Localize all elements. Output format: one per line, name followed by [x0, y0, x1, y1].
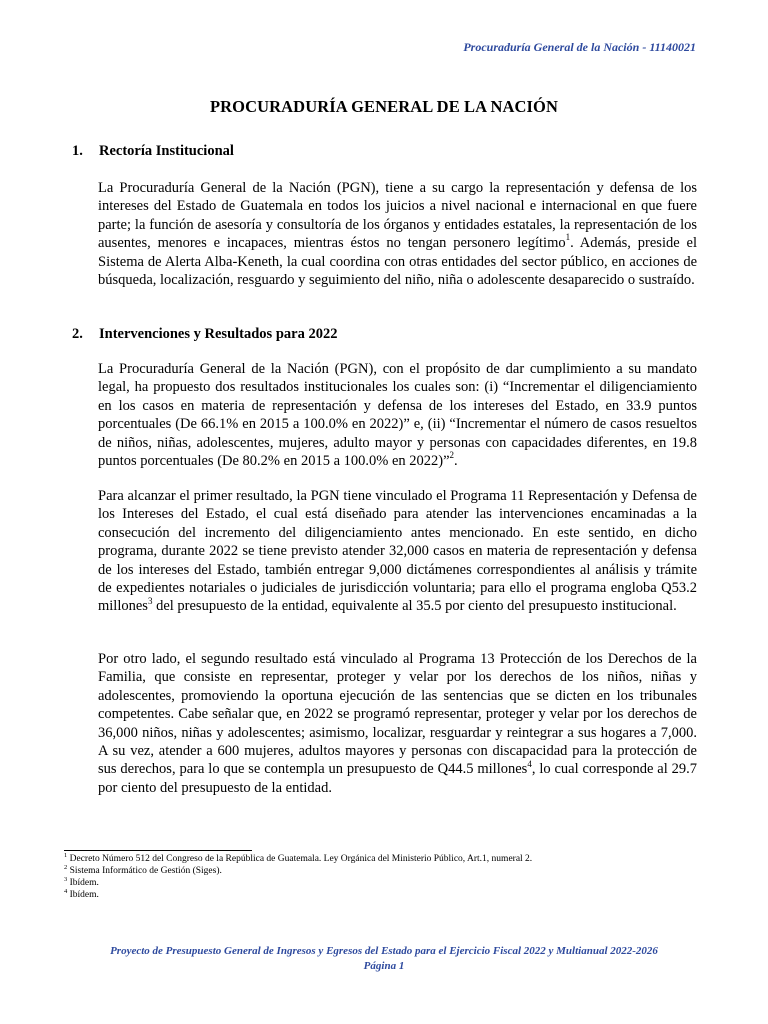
- footnote-text: Ibídem.: [69, 890, 99, 900]
- footnote-divider: [64, 850, 252, 851]
- paragraph-text: , lo cual corresponde al 29.7 por ciento del presupuesto de la entidad.: [98, 761, 697, 796]
- footnote-number: 4: [64, 887, 68, 895]
- paragraph-2-1: [98, 360, 697, 470]
- footnote-3: [64, 877, 704, 889]
- section-title: Intervenciones y Resultados para 2022: [99, 326, 338, 342]
- section-title: Rectoría Institucional: [99, 143, 234, 159]
- paragraph-text: del presupuesto de la entidad, equivalente al 35.5 por ciento del presupuesto institucional.: [152, 598, 677, 615]
- running-header: Procuraduría General de la Nación - 11140021: [463, 40, 696, 54]
- section-number: 2.: [72, 326, 83, 342]
- page-number: Página 1: [363, 960, 405, 972]
- paragraph-text: .: [454, 453, 458, 470]
- footnote-1: [64, 853, 704, 865]
- paragraph-2-3: [98, 650, 697, 797]
- footnote-number: 2: [64, 863, 68, 871]
- footer-title: Proyecto de Presupuesto General de Ingresos y Egresos del Estado para el Ejercicio Fiscal 2022 y Multianual 2022-2026: [110, 945, 658, 957]
- footnote-text: Ibídem.: [69, 878, 99, 888]
- footnote-ref: 3: [147, 595, 153, 606]
- footnote-4: [64, 889, 704, 901]
- paragraph-1-1: [98, 179, 697, 289]
- footnote-number: 3: [64, 875, 68, 883]
- page-footer: [0, 944, 768, 974]
- paragraph-text: La Procuraduría General de la Nación (PGN), tiene a su cargo la representación y defensa de los intereses del Estado de Guatemala en todos los juicios a nivel nacional e internacional en que fuere parte; la función de asesoría y consultoría de los órganos y entidades estatales, la representación de los ausentes, menores e incapaces, mientras éstos no tengan personero legítimo: [98, 180, 697, 252]
- paragraph-text: Por otro lado, el segundo resultado está vinculado al Programa 13 Protección de los Derechos de la Familia, que consiste en representar, proteger y velar por los derechos de los niños, niñas y adolescentes, promoviendo la oportuna ejecución de las sentencias que se dicten en los tribunales competentes. Cabe señalar que, en 2022 se programó representar, proteger y velar por los derechos de 36,000 niños, niñas y adolescentes; asimismo, localizar, resguardar y reintegrar a sus hogares a 7,000. A su vez, atender a 600 mujeres, adultos mayores y personas con discapacidad para la protección de sus derechos, para lo que se contempla un presupuesto de Q44.5 millones: [98, 651, 697, 778]
- paragraph-text: La Procuraduría General de la Nación (PGN), con el propósito de dar cumplimiento a su mandato legal, ha propuesto dos resultados institucionales los cuales son: (i) “Incrementar el diligenciamiento en los casos en materia de representación y defensa de los intereses del Estado, en 33.9 puntos porcentuales (De 66.1% en 2015 a 100.0% en 2022)” e, (ii) “Incrementar el número de casos resueltos de niños, niñas, adolescentes, mujeres, adulto mayor y personas con capacidades diferentes, en 19.8 puntos porcentuales (De 80.2% en 2015 a 100.0% en 2022)”: [98, 361, 697, 470]
- page-title: PROCURADURÍA GENERAL DE LA NACIÓN: [209, 97, 558, 116]
- footnote-ref: 1: [565, 232, 571, 243]
- section-heading-2: [72, 326, 337, 343]
- footnote-text: Decreto Número 512 del Congreso de la República de Guatemala. Ley Orgánica del Ministerio Público, Art.1, numeral 2.: [69, 854, 533, 864]
- footnote-ref: 4: [527, 758, 532, 769]
- section-number: 1.: [72, 143, 83, 159]
- footnote-2: [64, 865, 704, 877]
- paragraph-text: Para alcanzar el primer resultado, la PGN tiene vinculado el Programa 11 Representación y Defensa de los Intereses del Estado, el cual está diseñado para atender las intervenciones encaminadas a la consecución del incremento del diligenciamiento antes mencionado. En este sentido, en dicho programa, durante 2022 se tiene previsto atender 32,000 casos en materia de representación y defensa de los intereses del Estado, también entregar 9,000 dictámenes correspondientes al análisis y trámite de expedientes notariales o judiciales de jurisdicción voluntaria; para ello el programa engloba Q53.2 millones: [98, 488, 697, 615]
- footnote-text: Sistema Informático de Gestión (Siges).: [69, 866, 222, 876]
- paragraph-2-2: [98, 487, 697, 616]
- footnote-number: 1: [64, 851, 68, 859]
- footnotes: [64, 853, 704, 901]
- footnote-ref: 2: [449, 450, 455, 461]
- paragraph-text: . Además, preside el Sistema de Alerta Alba-Keneth, la cual coordina con otras entidades del sector público, en acciones de búsqueda, localización, resguardo y seguimiento del niño, niña o adolescente desaparecido o sustraído.: [98, 235, 697, 289]
- section-heading-1: [72, 143, 234, 160]
